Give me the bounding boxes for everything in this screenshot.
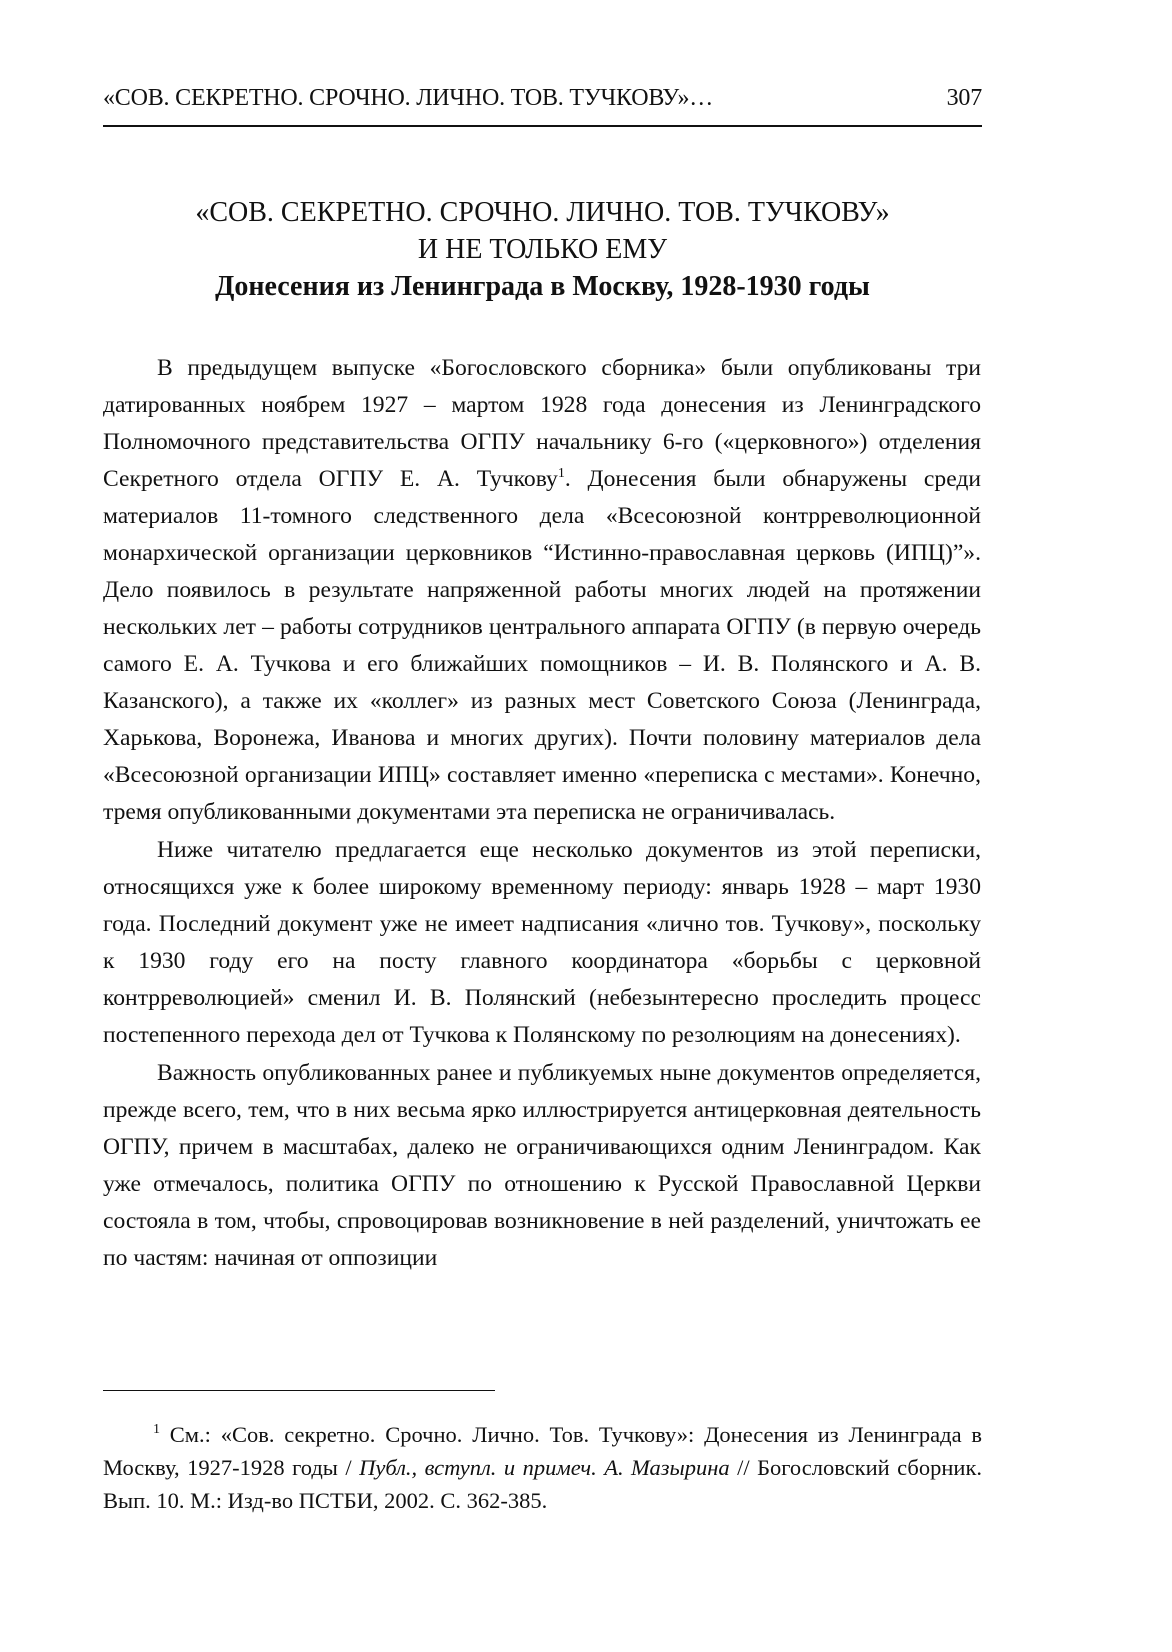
article-body xyxy=(103,350,981,1278)
footnote-1: $^1$ См.: «Сов. секретно. Срочно. Лично. Тов. Тучкову»: Донесения из Ленинграда в Москву, 1927-1928 годы / Публ., вступл. и примеч. А. Мазырина // Богословский сборник. Вып. 10. М.: Изд-во ПСТБИ, 2002. С. 362-385. xyxy=(103,1422,982,1513)
paragraph-2: Ниже читателю предлагается еще несколько документов из этой переписки, относящихся уже к более широкому временному периоду: январь 1928 – март 1930 года. Последний документ уже не имеет надписания «лично тов. Тучкову», поскольку к 1930 году его на посту главного координатора «борьбы с церковной контрреволюцией» сменил И. В. Полянский (небезынтересно проследить процесс постепенного перехода дел от Тучкова к Полянскому по резолюциям на донесениях). xyxy=(103,837,981,1048)
running-title: «СОВ. СЕКРЕТНО. СРОЧНО. ЛИЧНО. ТОВ. ТУЧКОВУ»… xyxy=(103,85,714,111)
title-line-1: «СОВ. СЕКРЕТНО. СРОЧНО. ЛИЧНО. ТОВ. ТУЧКОВУ» xyxy=(195,197,890,228)
paragraph-1: В предыдущем выпуске «Богословского сборника» были опубликованы три датированных ноябрем 1927 – мартом 1928 года донесения из Ленинградского Полномочного представительства ОГПУ начальнику 6-го («церковного») отделения Секретного отдела ОГПУ Е. А. Тучкову$^1$. Донесения были обнаружены среди материалов 11-томного следственного дела «Всесоюзной контрреволюционной монархической организации церковников “Истинно-православная церковь (ИПЦ)”». Дело появилось в результате напряженной работы многих людей на протяжении нескольких лет – работы сотрудников центрального аппарата ОГПУ (в первую очередь самого Е. А. Тучкова и его ближайших помощников – И. В. Полянского и А. В. Казанского), а также их «коллег» из разных мест Советского Союза (Ленинграда, Харькова, Воронежа, Иванова и многих других). Почти половину материалов дела «Всесоюзной организации ИПЦ» составляет именно «переписка с местами». Конечно, тремя опубликованными документами эта переписка не ограничивалась. xyxy=(103,355,981,825)
article-title xyxy=(103,194,982,305)
footnote-mark: 1 xyxy=(153,1422,160,1437)
title-line-2: И НЕ ТОЛЬКО ЕМУ xyxy=(417,234,668,265)
footnote-reference[interactable]: 1 xyxy=(557,466,565,482)
footnote-editor-credit: Публ., вступл. и примеч. А. Мазырина xyxy=(359,1455,730,1480)
paragraph-3: Важность опубликованных ранее и публикуемых ныне документов определяется, прежде всего, тем, что в них весьма ярко иллюстрируется антицерковная деятельность ОГПУ, причем в масштабах, далеко не ограничивающихся одним Ленинградом. Как уже отмечалось, политика ОГПУ по отношению к Русской Православной Церкви состояла в том, чтобы, спровоцировав возникновение в ней разделений, уничтожать ее по частям: начиная от оппозиции xyxy=(103,1060,981,1271)
running-head xyxy=(103,82,982,114)
subtitle: Донесения из Ленинграда в Москву, 1928-1930 годы xyxy=(215,271,870,302)
page-number: 307 xyxy=(946,85,982,111)
footnote-rule xyxy=(103,1390,495,1391)
header-rule xyxy=(103,125,982,127)
